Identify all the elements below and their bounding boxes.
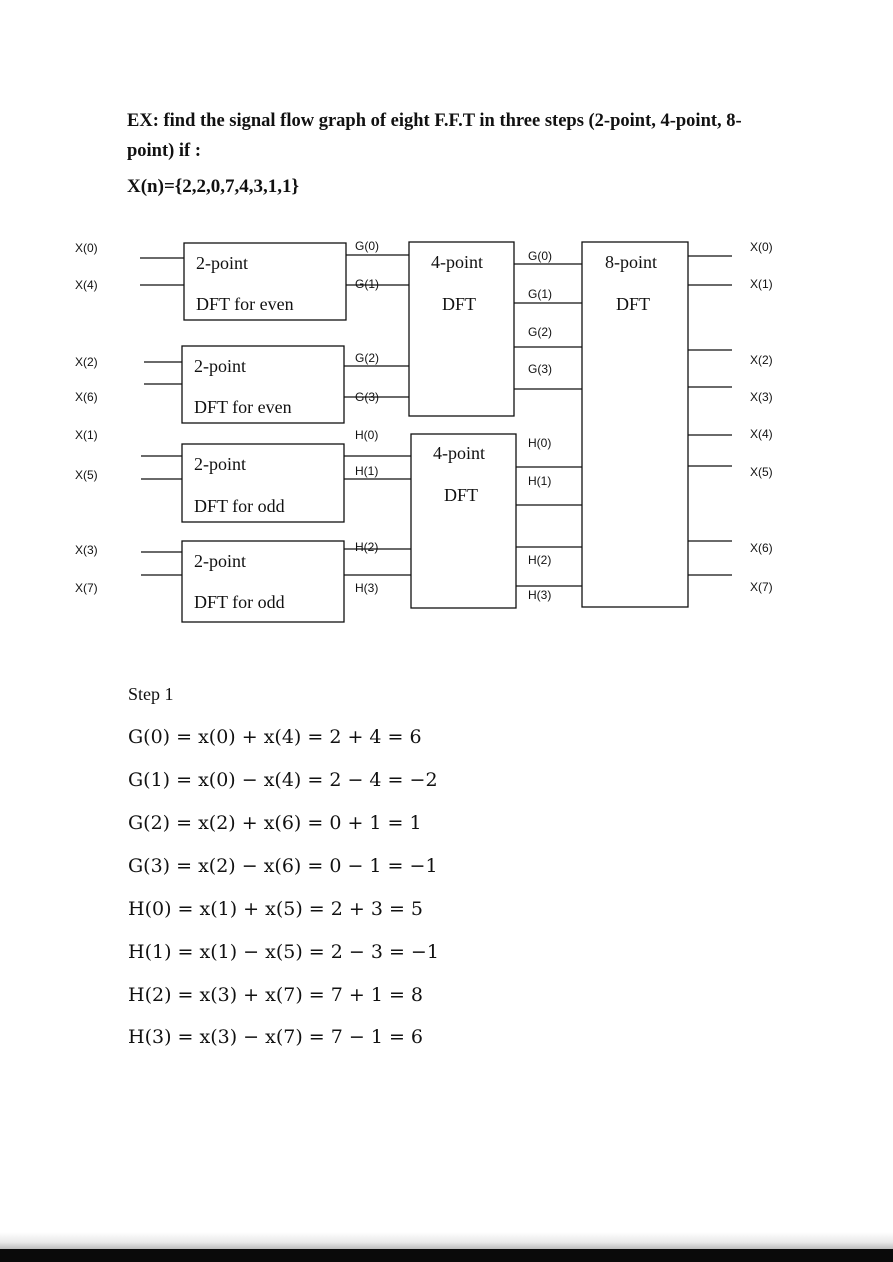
- input-label: X(0): [75, 241, 98, 255]
- stage1-label: G(3): [355, 390, 379, 404]
- stage3-box-line1: 8-point: [605, 252, 657, 272]
- output-label: X(0): [750, 240, 773, 254]
- input-label: X(2): [75, 355, 98, 369]
- output-label: X(1): [750, 277, 773, 291]
- equation-h3: H(3) = x(3) − x(7) = 7 − 1 = 6: [128, 1026, 424, 1048]
- stage1-box-3-line2: DFT for odd: [194, 496, 285, 516]
- input-label: X(5): [75, 468, 98, 482]
- stage2-label: H(0): [528, 436, 552, 450]
- output-label: X(5): [750, 465, 773, 479]
- stage1-label: H(1): [355, 464, 379, 478]
- equation-h1: H(1) = x(1) − x(5) = 2 − 3 = −1: [128, 941, 439, 963]
- stage2-label: G(1): [528, 287, 552, 301]
- stage1-box-4-line1: 2-point: [194, 551, 246, 571]
- step-1-title: Step 1: [128, 684, 174, 704]
- input-label: X(6): [75, 390, 98, 404]
- stage2-label: G(3): [528, 362, 552, 376]
- output-label: X(6): [750, 541, 773, 555]
- stage1-box-2-line2: DFT for even: [194, 397, 292, 417]
- equation-g1: G(1) = x(0) − x(4) = 2 − 4 = −2: [128, 769, 438, 791]
- input-label: X(7): [75, 581, 98, 595]
- equation-g3: G(3) = x(2) − x(6) = 0 − 1 = −1: [128, 855, 438, 877]
- stage2-label: H(1): [528, 474, 552, 488]
- stage2-label: H(3): [528, 588, 552, 602]
- stage1-box-1-line2: DFT for even: [196, 294, 294, 314]
- stage1-label: G(0): [355, 239, 379, 253]
- input-label: X(4): [75, 278, 98, 292]
- stage1-label: H(0): [355, 428, 379, 442]
- input-sequence: X(n)={2,2,0,7,4,3,1,1}: [127, 176, 299, 197]
- equation-h0: H(0) = x(1) + x(5) = 2 + 3 = 5: [128, 898, 424, 920]
- stage2-box-g-line1: 4-point: [431, 252, 483, 272]
- stage2-label: G(0): [528, 249, 552, 263]
- output-label: X(4): [750, 427, 773, 441]
- stage1-box-1-line1: 2-point: [196, 253, 248, 273]
- stage2-box-h-line2: DFT: [444, 485, 479, 505]
- stage2-label: H(2): [528, 553, 552, 567]
- stage2-box-h-line1: 4-point: [433, 443, 485, 463]
- output-label: X(7): [750, 580, 773, 594]
- stage1-label: G(1): [355, 277, 379, 291]
- input-label: X(1): [75, 428, 98, 442]
- output-label: X(3): [750, 390, 773, 404]
- stage3-box-line2: DFT: [616, 294, 651, 314]
- output-label: X(2): [750, 353, 773, 367]
- equation-g2: G(2) = x(2) + x(6) = 0 + 1 = 1: [128, 812, 422, 834]
- stage2-label: G(2): [528, 325, 552, 339]
- stage1-box-2-line1: 2-point: [194, 356, 246, 376]
- scan-shadow: [0, 1232, 893, 1249]
- stage1-label: H(3): [355, 581, 379, 595]
- stage1-label: H(2): [355, 540, 379, 554]
- stage2-box-g-line2: DFT: [442, 294, 477, 314]
- problem-statement: EX: find the signal flow graph of eight F.F.T in three steps (2-point, 4-point, 8-point) if :: [127, 111, 742, 161]
- stage1-label: G(2): [355, 351, 379, 365]
- input-label: X(3): [75, 543, 98, 557]
- scan-edge: [0, 1249, 893, 1262]
- stage1-box-4-line2: DFT for odd: [194, 592, 285, 612]
- equation-h2: H(2) = x(3) + x(7) = 7 + 1 = 8: [128, 984, 424, 1006]
- equation-g0: G(0) = x(0) + x(4) = 2 + 4 = 6: [128, 726, 422, 748]
- stage1-box-3-line1: 2-point: [194, 454, 246, 474]
